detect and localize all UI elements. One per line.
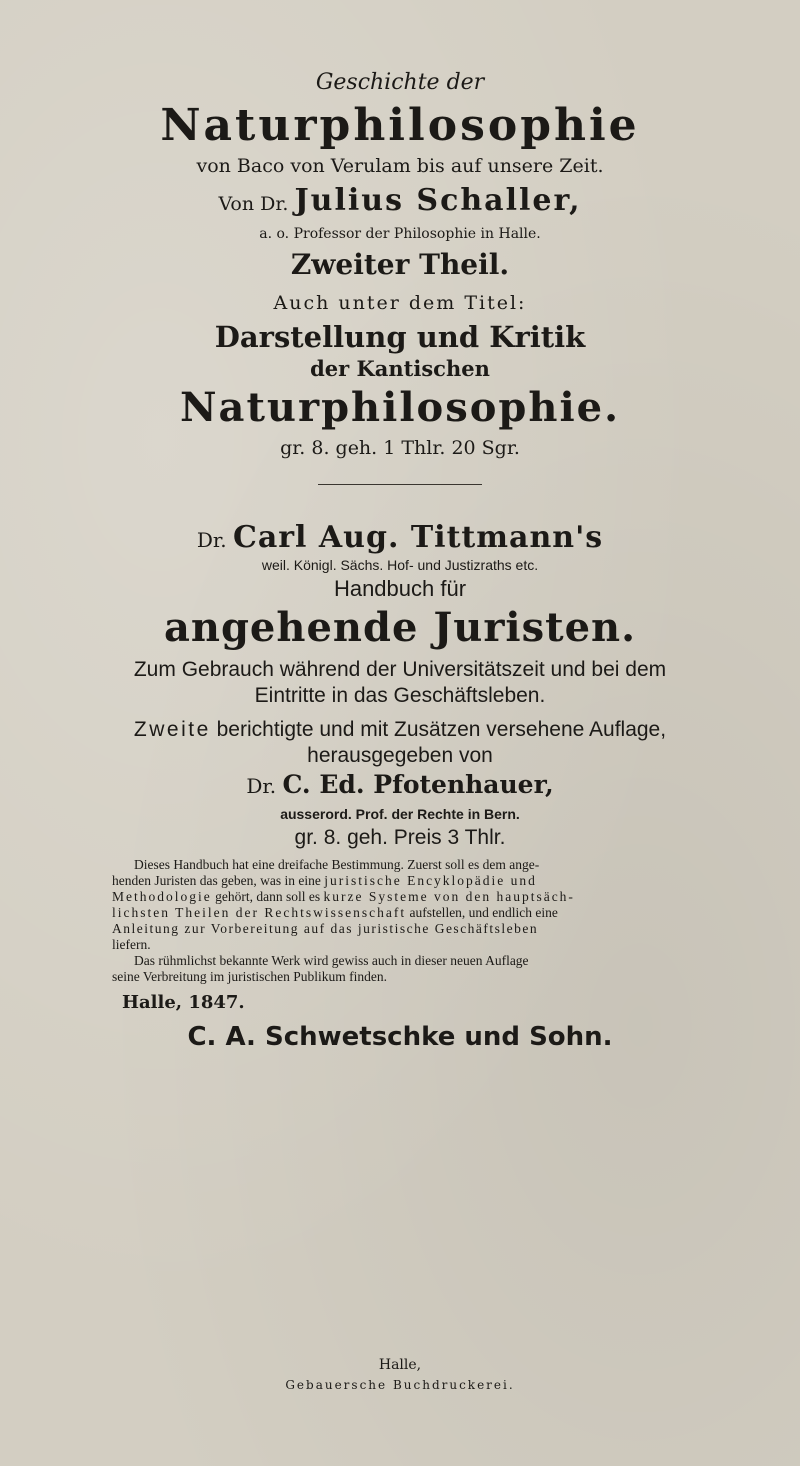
ad2-title-1: Handbuch für (333, 576, 467, 601)
desc-line: Dieses Handbuch hat eine dreifache Bestimmung. Zuerst soll es dem ange- (134, 857, 540, 872)
desc-text: gehört, dann soll es (215, 889, 321, 904)
ad2-place-date: Halle, 1847. (122, 992, 245, 1013)
ad2-use-line-a: Zum Gebrauch während der Universitätszeit und bei dem (133, 658, 667, 681)
ad1-heading: Geschichte der (315, 70, 485, 95)
ad2-description (112, 857, 700, 985)
ad2-price: gr. 8. geh. Preis 3 Thlr. (294, 826, 506, 849)
desc-line (112, 873, 700, 889)
ad2-editor-prefix: Dr. (246, 774, 277, 798)
ad1-author-role: a. o. Professor der Philosophie in Halle. (259, 226, 541, 242)
ad1-alt-title-1: Darstellung und Kritik (214, 320, 586, 354)
ad2-use-line-b: Eintritte in das Geschäftsleben. (254, 684, 546, 707)
divider-rule (318, 484, 482, 485)
ad1-alt-title-3: Naturphilosophie. (179, 384, 621, 431)
ad1-part: Zweiter Theil. (290, 248, 510, 281)
ad2-editor-role: ausserord. Prof. der Rechte in Bern. (280, 806, 520, 822)
ad2-author-prefix: Dr. (196, 528, 227, 552)
desc-text: henden Juristen das geben, was in eine (112, 873, 321, 888)
desc-spaced: kurze Systeme von den hauptsäch- (323, 889, 575, 904)
desc-spaced: juristische Encyklopädie und (324, 873, 537, 888)
desc-line: liefern. (112, 937, 151, 952)
ad1-price: gr. 8. geh. 1 Thlr. 20 Sgr. (280, 437, 520, 459)
ad1-author-prefix: Von Dr. (218, 193, 289, 215)
ad1-also: Auch unter dem Titel: (273, 292, 527, 314)
ad2-editor-name: C. Ed. Pfotenhauer, (282, 770, 554, 799)
ad2-edition-rest: berichtigte und mit Zusätzen versehene Auflage, (216, 718, 667, 741)
ad1-title: Naturphilosophie (160, 100, 640, 151)
desc-line (112, 921, 700, 937)
desc-spaced: Methodologie (112, 889, 212, 904)
ad1-subtitle: von Baco von Verulam bis auf unsere Zeit. (196, 155, 604, 177)
ad2-editor-intro: herausgegeben von (307, 744, 493, 767)
ad2-edition (0, 718, 800, 742)
ad1-author-name: Julius Schaller, (294, 183, 582, 218)
imprint-printer: Gebauersche Buchdruckerei. (285, 1378, 515, 1392)
desc-line (112, 905, 700, 921)
desc-spaced: Anleitung zur Vorbereitung auf das juristische Geschäftsleben (112, 921, 539, 936)
ad1-author (0, 183, 800, 218)
desc-line: seine Verbreitung im juristischen Publikum finden. (112, 969, 387, 984)
ad2-editor (0, 770, 800, 799)
ad2-publisher: C. A. Schwetschke und Sohn. (187, 1022, 613, 1052)
desc-line (112, 889, 700, 905)
desc-spaced: lichsten Theilen der Rechtswissenschaft (112, 905, 407, 920)
ad2-title-2: angehende Juristen. (163, 604, 637, 651)
ad2-author-name: Carl Aug. Tittmann's (232, 520, 604, 555)
ad2-author-role: weil. Königl. Sächs. Hof- und Justizraths etc. (261, 557, 539, 573)
ad1-alt-title-2: der Kantischen (310, 356, 490, 381)
desc-text: aufstellen, und endlich eine (409, 905, 558, 920)
ad2-edition-word: Zweite (133, 718, 211, 741)
ad2-author (0, 520, 800, 555)
desc-line: Das rühmlichst bekannte Werk wird gewiss auch in dieser neuen Auflage (134, 953, 529, 968)
imprint-city: Halle, (378, 1357, 422, 1373)
